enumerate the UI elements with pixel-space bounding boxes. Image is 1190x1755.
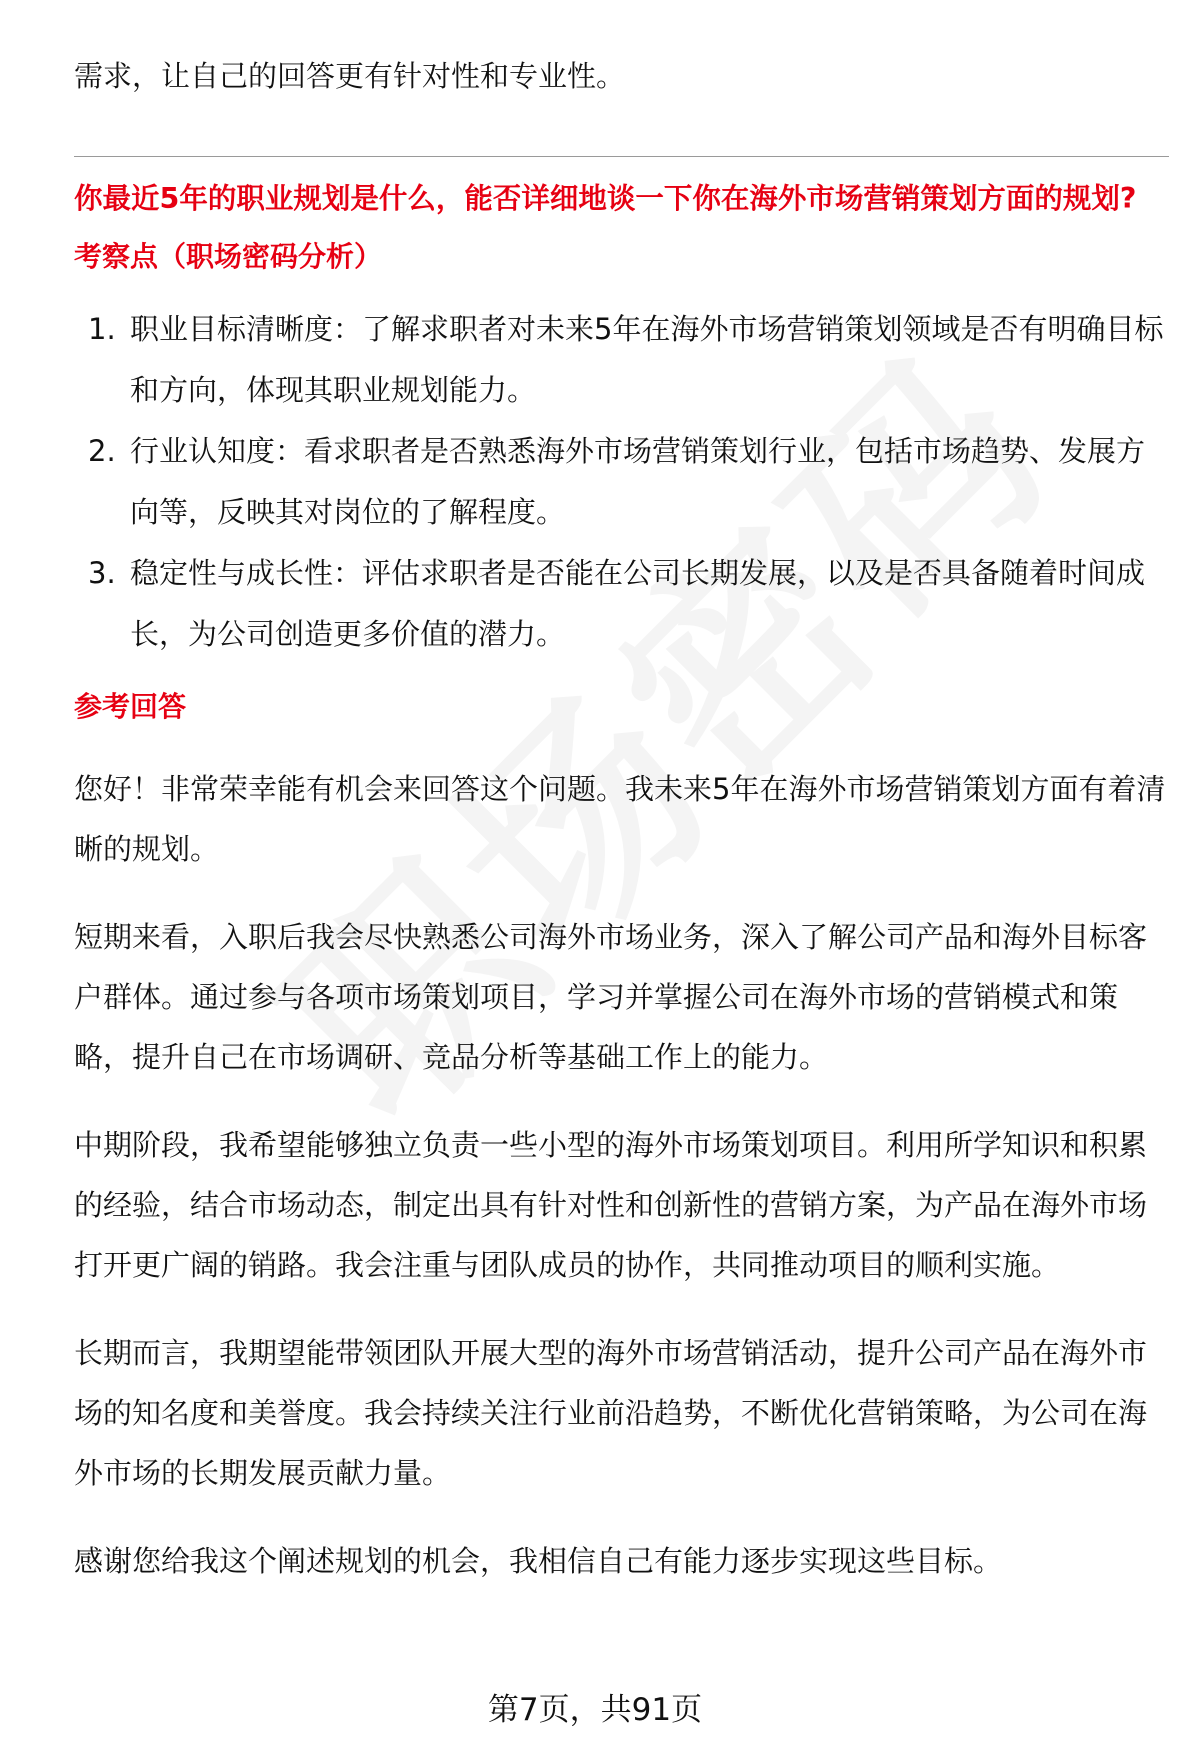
top-text: 需求，让自己的回答更有针对性和专业性。: [74, 59, 626, 93]
analysis-point: [74, 543, 1169, 665]
answer-paragraph: 感谢您给我这个阐述规划的机会，我相信自己有能力逐步实现这些目标。: [74, 1544, 1003, 1578]
divider: [74, 156, 1169, 157]
reference-title: 参考回答: [74, 690, 187, 723]
answer-paragraph: 您好！非常荣幸能有机会来回答这个问题。我未来5年在海外市场营销策划方面有着清晰的规划。: [74, 772, 1166, 866]
point-text: 行业认知度：看求职者是否熟悉海外市场营销策划行业，包括市场趋势、发展方向等，反映其对岗位的了解程度。: [130, 434, 1146, 529]
reference-answer: [74, 759, 1169, 1591]
analysis-title: 考察点（职场密码分析）: [74, 240, 383, 273]
point-number: 2.: [88, 434, 116, 468]
answer-paragraph: 长期而言，我期望能带领团队开展大型的海外市场营销活动，提升公司产品在海外市场的知名度和美誉度。我会持续关注行业前沿趋势，不断优化营销策略，为公司在海外市场的长期发展贡献力量。: [74, 1336, 1148, 1490]
analysis-point: [74, 421, 1169, 543]
point-text: 稳定性与成长性：评估求职者是否能在公司长期发展，以及是否具备随着时间成长，为公司创造更多价值的潜力。: [130, 556, 1146, 651]
point-text: 职业目标清晰度：了解求职者对未来5年在海外市场营销策划领域是否有明确目标和方向，体现其职业规划能力。: [130, 312, 1164, 407]
point-number: 1.: [88, 312, 116, 346]
page-number: 第7页，共91页: [487, 1692, 703, 1728]
analysis-point: [74, 299, 1169, 421]
answer-paragraph: 中期阶段，我希望能够独立负责一些小型的海外市场策划项目。利用所学知识和积累的经验，结合市场动态，制定出具有针对性和创新性的营销方案，为产品在海外市场打开更广阔的销路。我会注重与团队成员的协作，共同推动项目的顺利实施。: [74, 1128, 1148, 1282]
point-number: 3.: [88, 556, 116, 590]
page-content: [74, 46, 1169, 1591]
answer-paragraph: 短期来看，入职后我会尽快熟悉公司海外市场业务，深入了解公司产品和海外目标客户群体。通过参与各项市场策划项目，学习并掌握公司在海外市场的营销模式和策略，提升自己在市场调研、竞品分析等基础工作上的能力。: [74, 920, 1148, 1074]
analysis-points: [74, 299, 1169, 665]
question-heading: 你最近5年的职业规划是什么，能否详细地谈一下你在海外市场营销策划方面的规划?: [74, 182, 1137, 215]
